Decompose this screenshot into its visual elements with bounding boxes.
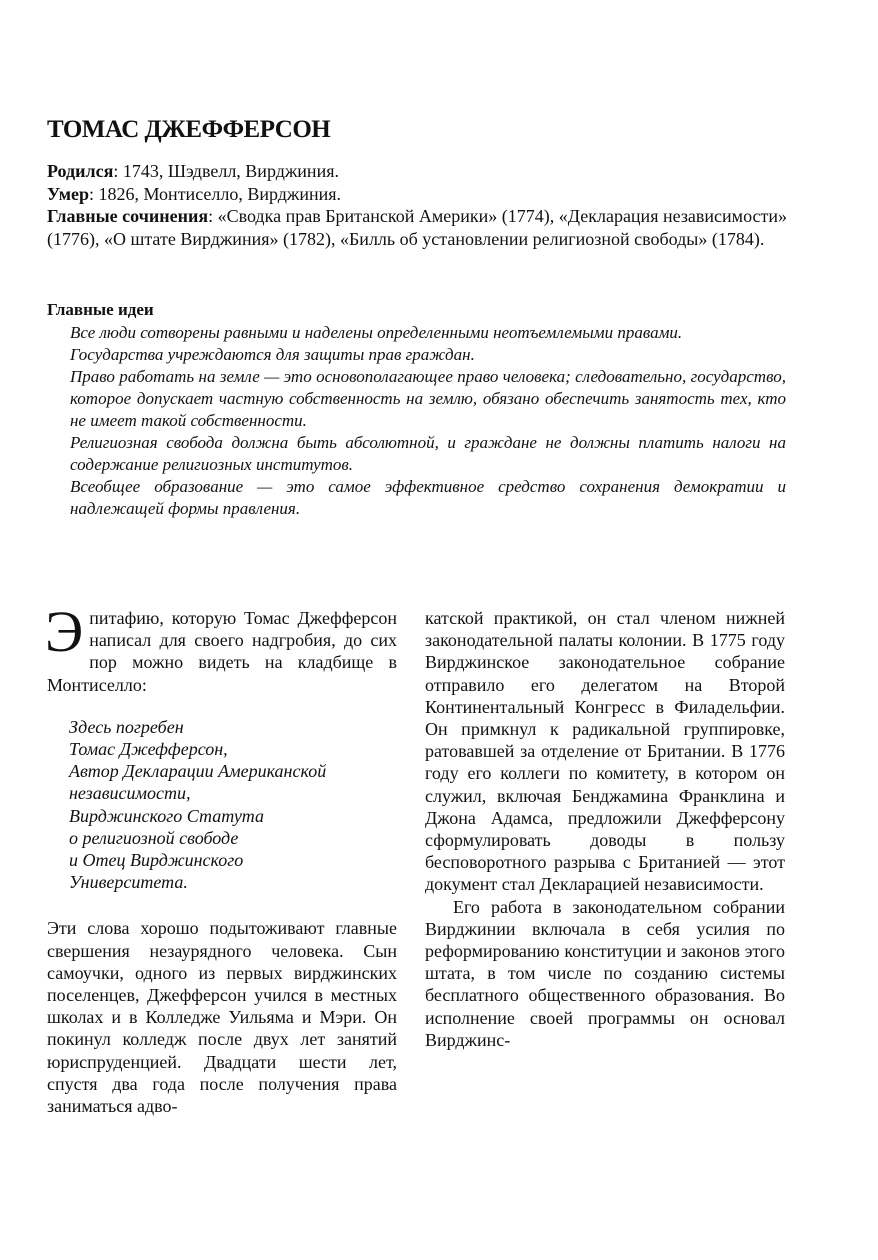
epitaph-line: Автор Декларации Американской [69,761,327,782]
idea-item: Религиозная свобода должна быть абсолютной, и граждане не должны платить налоги на содержание религиозных институтов. [70,433,786,474]
works-value: : «Сводка прав Британской Америки» (1774), «Декларация независимости» (1776), «О штате Вирджиния» (1782), «Билль об установлении религиозной свободы» (1784). [47,206,788,249]
epitaph-line: Университета. [69,872,188,893]
body-paragraph: катской практикой, он стал членом нижней законодательной палаты колонии. В 1775 году Вирджинское законодательное собрание отправило его делегатом на Второй Континентальный Конгресс в Филадельфии. Он примкнул к радикальной группировке, ратовавшей за отделение от Британии. В 1776 году его коллеги по комитету, в котором он служил, включая Бенджамина Франклина и Джона Адамса, предложили Джефферсону сформулировать доводы в пользу бесповоротного разрыва с Британией — этот документ стал Декларацией независимости. [425,608,785,895]
epitaph-line: Здесь погребен [69,716,184,737]
works-label: Главные сочинения [47,206,209,226]
idea-item: Всеобщее образование — это самое эффективное средство сохранения демократии и надлежащей формы правления. [70,477,786,518]
body-paragraph: Его работа в законодательном собрании Вирджинии включала в себя усилия по реформированию конституции и законов этого штата, в том числе по созданию системы бесплатного общественного образования. Во исполнение своей программы он основал Вирджинс- [425,896,785,1050]
intro-text: питафию, которую Томас Джефферсон написал для своего надгробия, до сих пор можно видеть на кладбище в Монтиселло: [47,608,397,695]
works-line [47,205,787,250]
intro-paragraph [45,599,397,696]
epitaph-line: независимости, [69,783,191,804]
ideas-list [70,322,786,520]
page-title: ТОМАС ДЖЕФФЕРСОН [47,116,331,143]
died-line [47,183,787,206]
idea-item: Право работать на земле — это основополагающее право человека; следовательно, государство, которое допускает частную собственность на землю, обязано обеспечить занятость тех, кто не имеет такой собственности. [70,367,786,430]
epitaph-line: Томас Джефферсон, [69,739,228,760]
died-value: : 1826, Монтиселло, Вирджиния. [89,183,342,204]
body-paragraph: Эти слова хорошо подытоживают главные свершения незаурядного человека. Сын самоучки, одного из первых вирджинских поселенцев, Джефферсон учился в местных школах и в Колледже Уильяма и Мэри. Он покинул колледж после двух лет занятий юриспруденцией. Двадцати шести лет, спустя два года после получения права заниматься адво- [47,918,397,1117]
born-label: Родился [47,161,114,181]
born-value: : 1743, Шэдвелл, Вирджиния. [113,161,339,181]
born-line [47,160,787,183]
biography-meta [47,160,787,250]
epitaph-line: о религиозной свободе [69,827,239,848]
idea-item: Все люди сотворены равными и наделены определенными неотъемлемыми правами. [70,323,683,342]
died-label: Умер [47,183,89,204]
ideas-heading: Главные идеи [47,300,154,319]
epitaph-line: Вирджинского Статута [69,805,265,826]
idea-item: Государства учреждаются для защиты прав граждан. [70,345,475,364]
left-column [45,599,397,1117]
drop-cap: Э [45,599,84,664]
epitaph [69,716,397,894]
right-column [425,607,785,1051]
epitaph-line: и Отец Вирджинского [69,850,244,871]
